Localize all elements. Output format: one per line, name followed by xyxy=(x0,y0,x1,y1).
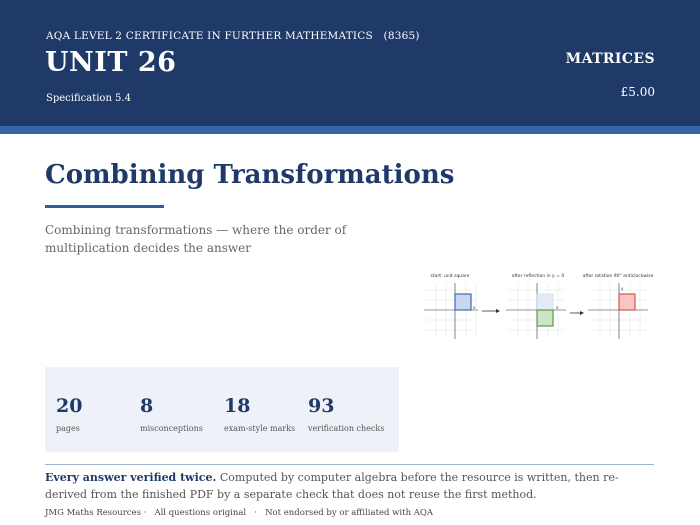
header-banner xyxy=(0,0,700,126)
unit-square xyxy=(455,294,471,310)
certificate-code: (8365) xyxy=(383,30,420,42)
verification-lead: Every answer verified twice. xyxy=(45,471,217,484)
footer-originality: All questions original xyxy=(154,508,247,518)
svg-text:y: y xyxy=(621,286,624,291)
verification-note xyxy=(45,469,657,503)
ghost-square xyxy=(537,294,553,310)
divider xyxy=(45,464,654,465)
specification-reference: Specification 5.4 xyxy=(46,93,131,104)
panel-caption-rotation: after rotation 90° anticlockwise xyxy=(582,274,654,279)
header-stripe xyxy=(0,126,700,134)
stat-label: misconceptions xyxy=(140,424,203,433)
transformation-diagram xyxy=(420,268,660,344)
title-underline xyxy=(45,205,164,208)
svg-text:x: x xyxy=(473,305,476,310)
panel-rotation xyxy=(583,273,654,339)
reflected-square xyxy=(537,310,553,326)
panel-reflection xyxy=(506,273,566,339)
panel-caption-start: start: unit square xyxy=(430,274,470,279)
price-label: £5.00 xyxy=(620,85,655,99)
verification-text: Computed by computer algebra before the resource is written, then re-derived from the finished PDF by a separate check that does not reuse the first method. xyxy=(45,471,619,501)
topic-label: MATRICES xyxy=(565,51,655,67)
panel-caption-reflection: after reflection in y = 0 xyxy=(511,274,565,279)
right-arrow-icon xyxy=(570,311,584,315)
stats-panel xyxy=(45,367,399,452)
stat-label: pages xyxy=(56,424,80,433)
footer xyxy=(45,508,433,518)
stat-value: 8 xyxy=(140,395,154,417)
certificate-name: AQA LEVEL 2 CERTIFICATE IN FURTHER MATHEMATICS xyxy=(46,30,373,42)
stat-value: 20 xyxy=(56,395,83,417)
stat-value: 93 xyxy=(308,395,335,417)
page-title: Combining Transformations xyxy=(45,160,455,190)
unit-title: UNIT 26 xyxy=(45,47,177,78)
footer-publisher: JMG Maths Resources xyxy=(45,508,141,518)
panel-start xyxy=(424,273,478,339)
footer-separator: · xyxy=(143,508,147,518)
stat-label: verification checks xyxy=(308,424,385,433)
right-arrow-icon xyxy=(482,309,500,313)
svg-text:x: x xyxy=(556,305,559,310)
rotated-square xyxy=(619,294,635,310)
footer-disclaimer: Not endorsed by or affiliated with AQA xyxy=(265,508,433,518)
stat-label: exam-style marks xyxy=(224,424,296,433)
footer-separator: · xyxy=(254,508,257,518)
stat-value: 18 xyxy=(224,395,251,417)
page-subtitle: Combining transformations — where the order of multiplication decides the answer xyxy=(45,223,347,255)
certificate-line xyxy=(46,30,420,42)
